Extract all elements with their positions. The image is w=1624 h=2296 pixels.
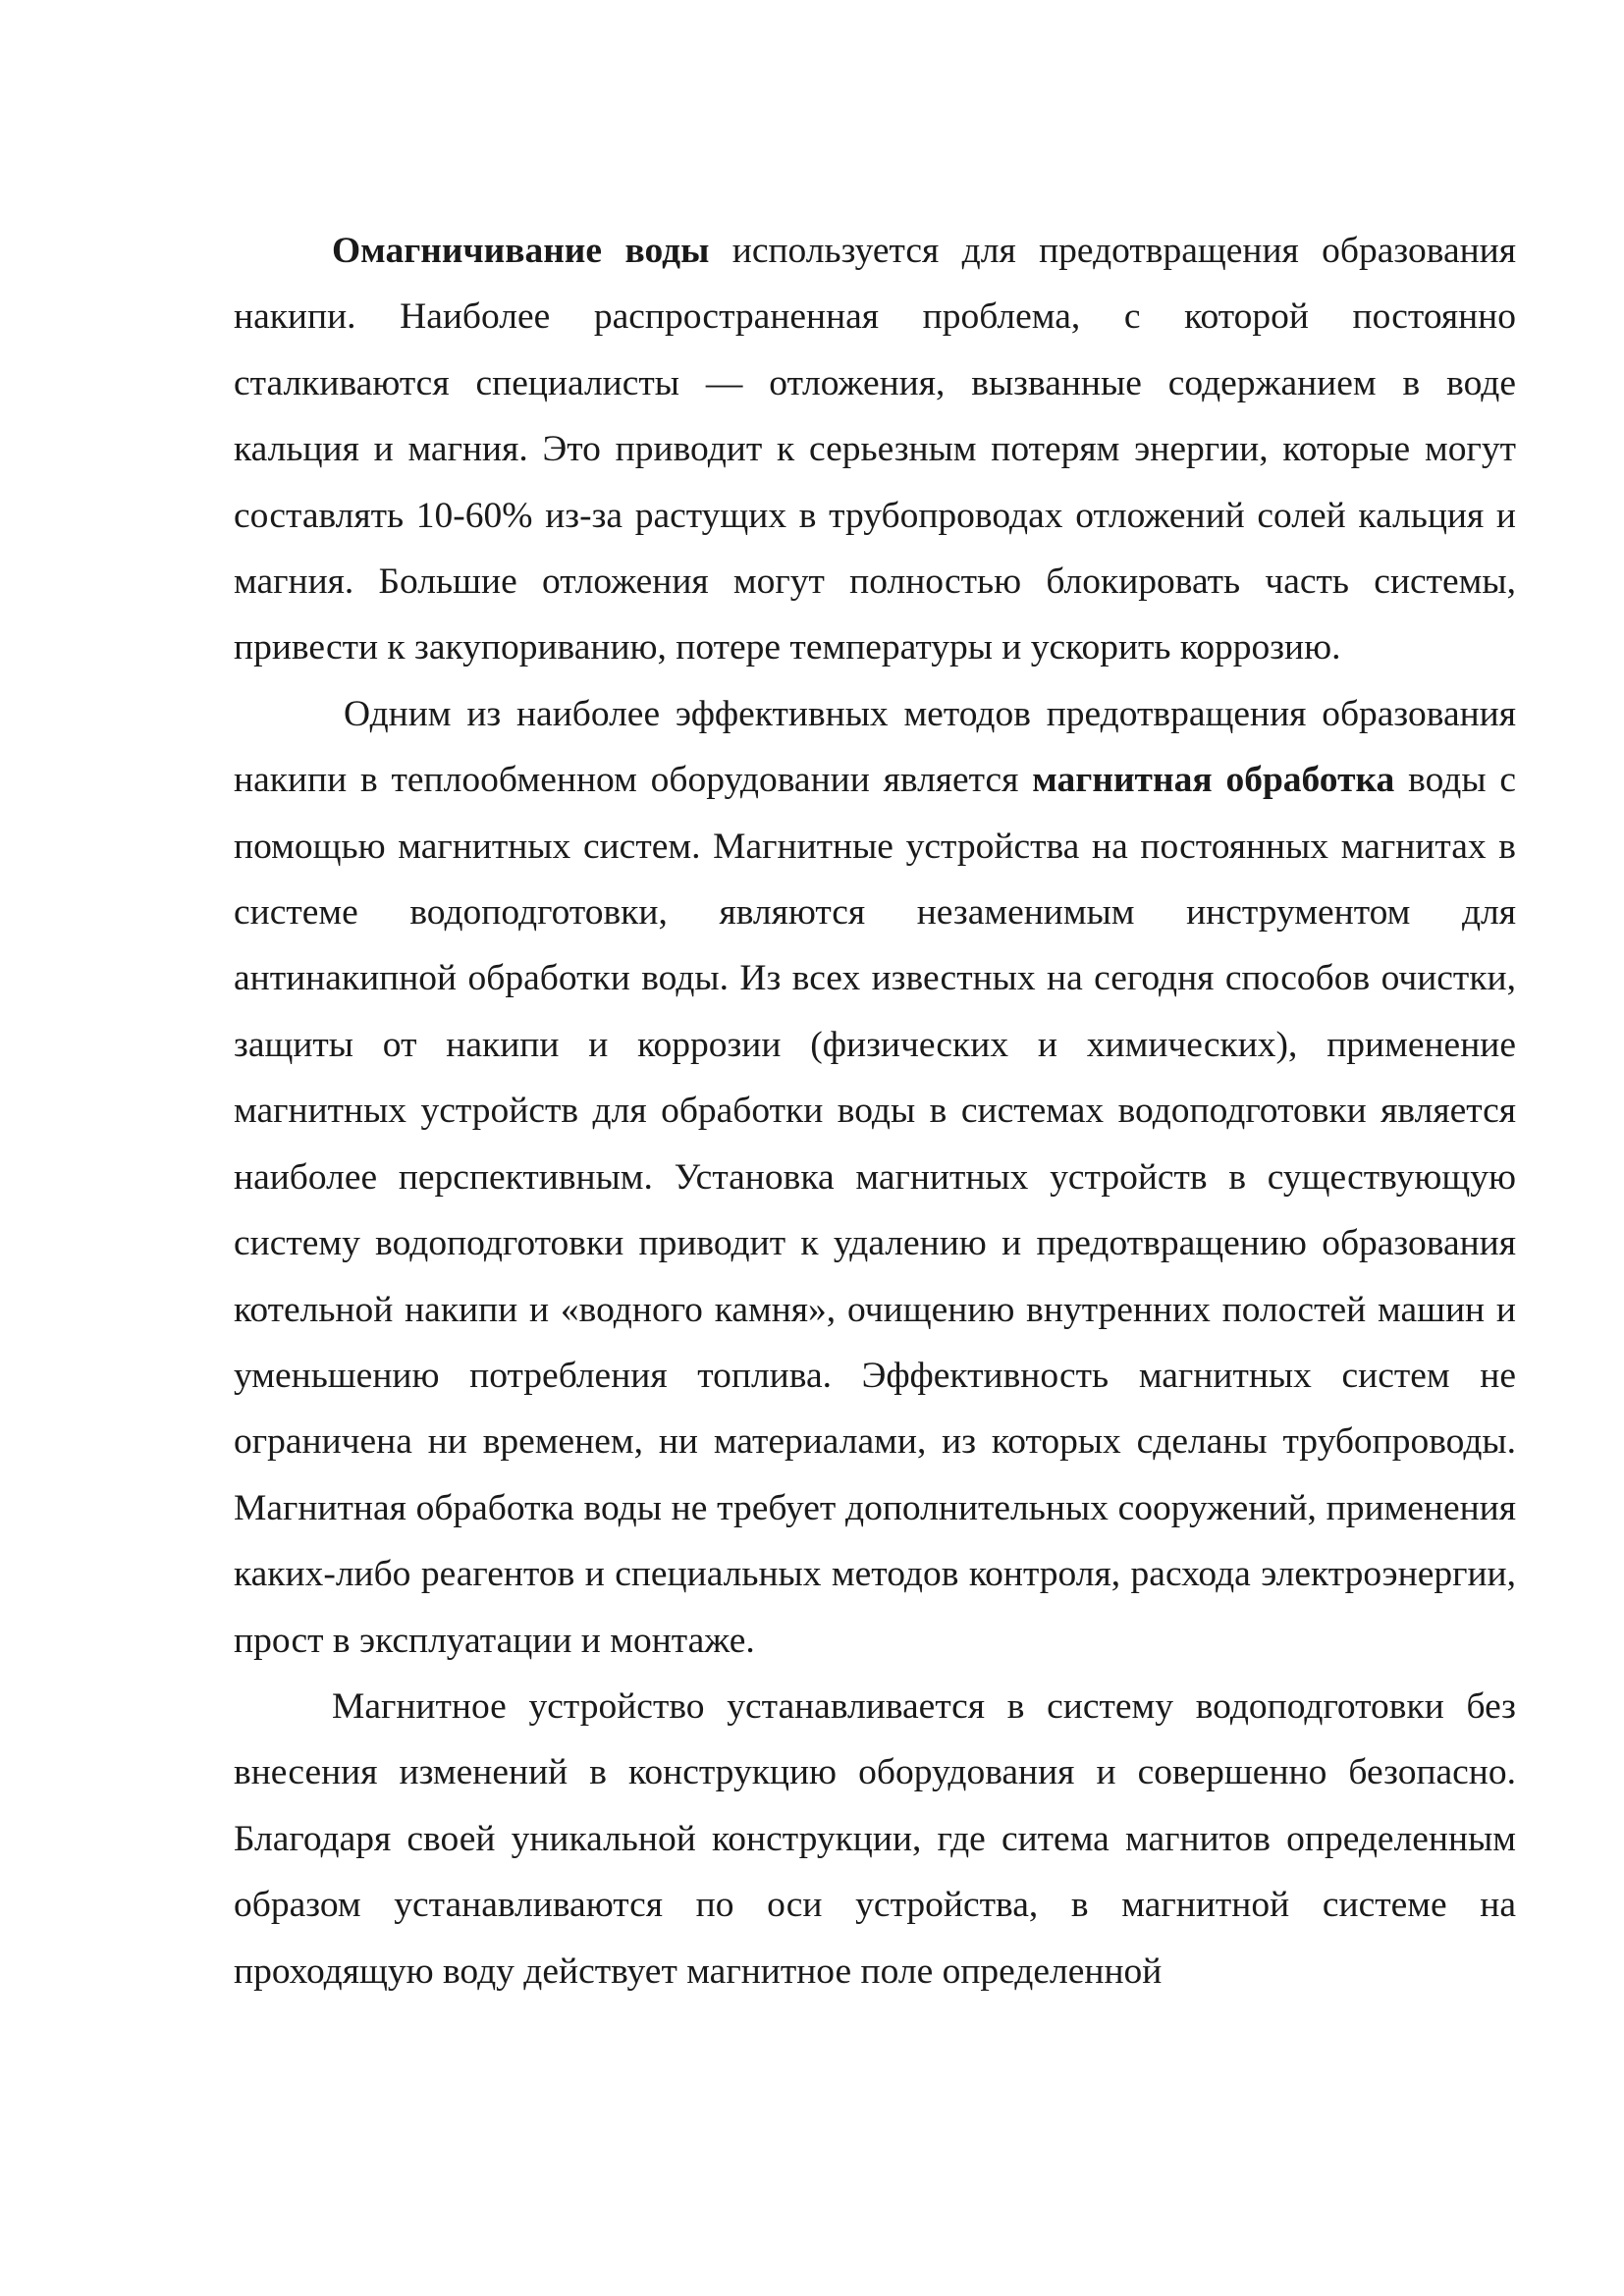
paragraph-1-text: используется для предотвращения образования накипи. Наиболее распространенная проблема, с которой постоянно сталкиваются специалисты — отложения, вызванные содержанием в воде кальция и магния. Это приводит к серьезным потерям энергии, которые могут составлять 10-60% из-за растущих в трубопроводах отложений солей кальция и магния. Большие отложения могут полностью блокировать часть системы, привести к закупориванию, потере температуры и ускорить коррозию. <box>234 231 1516 668</box>
bold-term-omagnichivanie: Омагничивание воды <box>332 231 710 271</box>
body-text <box>234 218 1516 2004</box>
bold-term-magnitnaya-obrabotka: магнитная обработка <box>1032 760 1395 801</box>
paragraph-2-text-end: воды с помощью магнитных систем. Магнитные устройства на постоянных магнитах в системе водоподготовки, являются незаменимым инструментом для антинакипной обработки воды. Из всех известных на сегодня способов очистки, защиты от накипи и коррозии (физических и химических), применение магнитных устройств для обработки воды в системах водоподготовки является наиболее перспективным. Установка магнитных устройств в существующую систему водоподготовки приводит к удалению и предотвращению образования котельной накипи и «водного камня», очищению внутренних полостей машин и уменьшению потребления топлива. Эффективность магнитных систем не ограничена ни временем, ни материалами, из которых сделаны трубопроводы. Магнитная обработка воды не требует дополнительных сооружений, применения каких-либо реагентов и специальных методов контроля, расхода электроэнергии, прост в эксплуатации и монтаже. <box>234 760 1516 1661</box>
paragraph-1 <box>234 218 1516 681</box>
paragraph-3 <box>234 1674 1516 2004</box>
paragraph-2-text-start: Одним из наиболее эффективных методов предотвращения образования накипи в теплообменном оборудовании является <box>234 693 1516 801</box>
paragraph-2 <box>234 681 1516 1674</box>
paragraph-3-text: Магнитное устройство устанавливается в систему водоподготовки без внесения изменений в конструкцию оборудования и совершенно безопасно. Благодаря своей уникальной конструкции, где ситема магнитов определенным образом устанавливаются по оси устройства, в магнитной системе на проходящую воду действует магнитное поле определенной <box>234 1685 1516 1992</box>
